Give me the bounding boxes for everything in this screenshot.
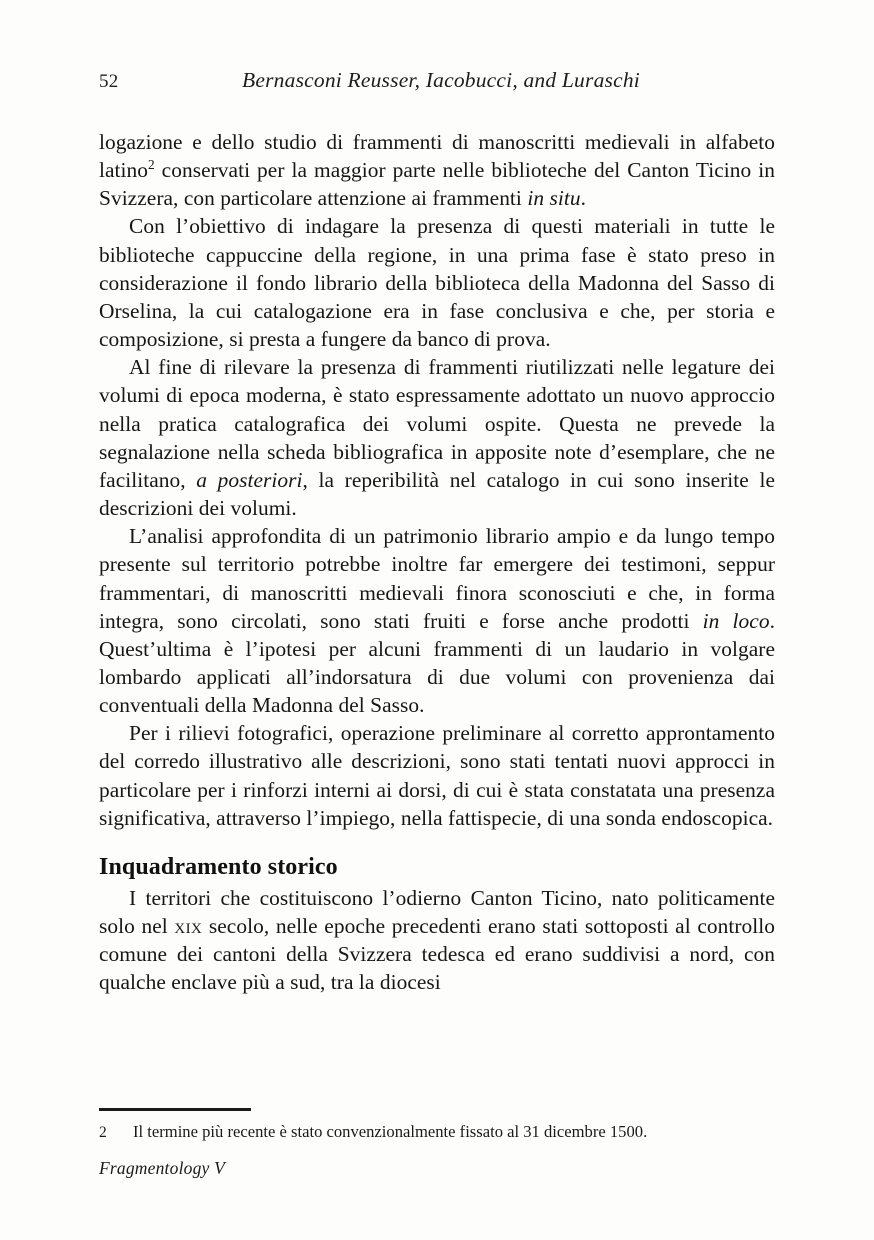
- paragraph-3: [99, 353, 775, 522]
- paragraph-4: [99, 522, 775, 719]
- text-run: , la reperibilità nel catalogo in cui sono inserite le descrizioni dei volumi.: [99, 467, 775, 521]
- text-run: L’analisi approfondita di un patrimonio librario ampio e da lungo tempo presente sul territorio potrebbe inoltre far emergere dei testimoni, seppur frammentari, di manoscritti medievali finora sconosciuti e che, in forma integra, sono circolati, sono stati fruiti e forse anche prodotti: [99, 524, 775, 633]
- paragraph-6: [99, 884, 775, 997]
- running-header: [99, 68, 773, 96]
- footnote-entry: [99, 1121, 775, 1144]
- volume-number: V: [214, 1158, 225, 1178]
- text-run: .: [580, 186, 586, 211]
- italic-phrase-a-posteriori: a posteriori: [196, 467, 303, 492]
- journal-name: Fragmentology: [99, 1158, 210, 1178]
- text-run: Con l’obiettivo di indagare la presenza di questi materiali in tutte le biblioteche cappuccine della regione, in una prima fase è stato preso in considerazione il fondo librario della biblioteca della Madonna del Sasso di Orselina, la cui catalogazione era in fase conclusiva e che, per storia e composizione, si presta a fungere da banco di prova.: [99, 214, 775, 352]
- footnote-separator-rule: [99, 1108, 251, 1111]
- text-run: conservati per la maggior parte nelle biblioteche del Canton Ticino in Svizzera, con particolare attenzione ai frammenti: [99, 158, 775, 211]
- small-caps-century: xix: [174, 914, 203, 939]
- italic-phrase-in-loco: in loco: [702, 608, 770, 633]
- italic-phrase-in-situ: in situ: [527, 186, 581, 211]
- paragraph-1: [99, 128, 775, 212]
- colophon: [99, 1158, 225, 1179]
- text-run: I territori che costituiscono l’odierno Canton Ticino, nato politicamente solo nel: [99, 885, 775, 939]
- paragraph-2: [99, 212, 775, 353]
- footnote-text: Il termine più recente è stato convenzionalmente fissato al 31 dicembre 1500.: [133, 1121, 648, 1141]
- running-title: Bernasconi Reusser, Iacobucci, and Luraschi: [242, 68, 640, 92]
- text-run: secolo, nelle epoche precedenti erano stati sottoposti al controllo comune dei cantoni della Svizzera tedesca ed erano suddivisi a nord, con qualche enclave più a sud, tra la diocesi: [99, 914, 776, 995]
- section-heading: Inquadramento storico: [99, 853, 338, 880]
- footnote-number: 2: [99, 1123, 107, 1141]
- text-run: Per i rilievi fotografici, operazione preliminare al corretto approntamento del corredo illustrativo alle descrizioni, sono stati tentati nuovi approcci in particolare per i rinforzi interni ai dorsi, di cui è stata constatata una presenza significativa, attraverso l’impiego, nella fattispecie, di una sonda endoscopica.: [99, 721, 775, 830]
- text-run: logazione e dello studio di frammenti di manoscritti medievali in alfabeto latino: [99, 130, 775, 183]
- footnote-area: [99, 1108, 775, 1144]
- page-number: 52: [99, 71, 119, 92]
- paragraph-5: [99, 719, 775, 832]
- text-run: . Quest’ultima è l’ipotesi per alcuni frammenti di un laudario in volgare lombardo applicati all’indorsatura di due volumi con provenienza dai conventuali della Madonna del Sasso.: [99, 608, 775, 718]
- text-run: Al fine di rilevare la presenza di frammenti riutilizzati nelle legature dei volumi di epoca moderna, è stato espressamente adottato un nuovo approccio nella pratica catalografica dei volumi ospite. Questa ne prevede la segnalazione nella scheda bibliografica in apposite note d’esemplare, che ne facilitano,: [99, 355, 775, 492]
- footnote-reference-2[interactable]: 2: [148, 157, 155, 173]
- body-text-block: [99, 128, 775, 997]
